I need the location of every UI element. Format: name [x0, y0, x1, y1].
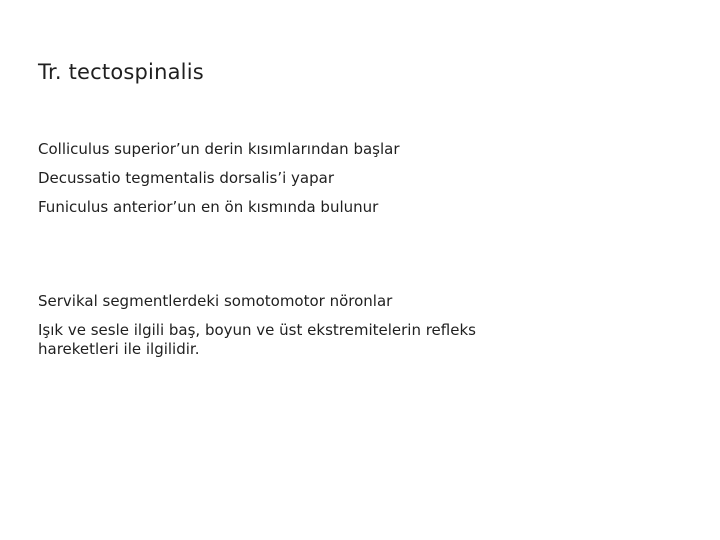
text-block-origin [38, 140, 538, 227]
text-line: Funiculus anterior’un en ön kısmında bulunur [38, 198, 379, 216]
text-block-function [38, 292, 538, 369]
text-line: Colliculus superior’un derin kısımlarından başlar [38, 140, 400, 158]
text-line: Servikal segmentlerdeki somotomotor nöronlar [38, 292, 393, 310]
text-line: Decussatio tegmentalis dorsalis’i yapar [38, 169, 334, 187]
slide-title: Tr. tectospinalis [38, 60, 204, 84]
text-line: Işık ve sesle ilgili baş, boyun ve üst ekstremitelerin refleks hareketleri ile ilgilidir. [38, 321, 476, 358]
